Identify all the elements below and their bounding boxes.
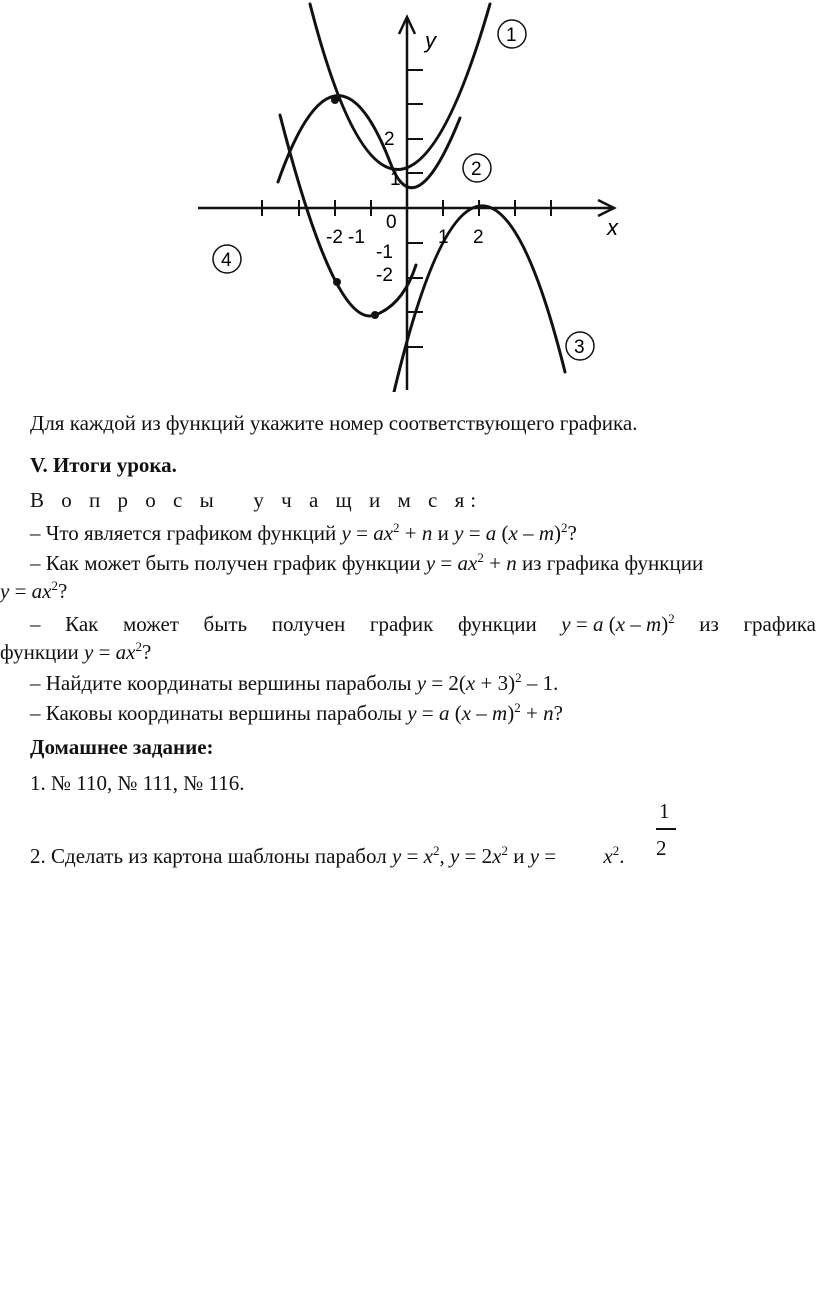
vertex-point [331,96,339,104]
parabola-graphs-figure [190,0,630,392]
question-2-line-1: – Как может быть получен график функции $y = ax^2 + n$ из графика функции [30,550,704,575]
vertex-point [371,311,379,319]
y-tick-label: 1 [390,169,401,190]
question-2-line-2: $y = ax^2$? [0,578,68,603]
question-3-line-1: – Как может быть получен график функции y = a (x – m)$^2$ из графика [30,611,816,636]
question-4: – Найдите координаты вершины параболы $y = 2(x + 3)^2 - 1$. [30,670,559,695]
curve-2 [278,96,460,188]
origin-label: 0 [386,212,397,233]
question-5: – Каковы координаты вершины параболы y = a (x – m)$^2$ + n? [30,700,563,725]
y-tick-label: -1 [376,242,393,263]
x-tick-label: -2 [326,227,343,248]
fraction-denominator: 2 [656,836,667,860]
homework-title: Домашнее задание: [30,735,214,759]
question-3-line-2: функции $y = ax^2$? [0,639,152,664]
section-title: V. Итоги урока. [30,453,177,477]
y-axis [399,17,415,390]
instruction-text: Для каждой из функций укажите номер соответствующего графика. [30,411,638,435]
y-tick-label: 2 [384,129,395,150]
curve-number-label: 4 [221,250,232,271]
fraction-numerator: 1 [659,799,670,823]
y-tick-label: -2 [376,265,393,286]
curve-number-label: 1 [506,25,517,46]
x-tick-label: 1 [438,227,449,248]
curve-number-label: 3 [574,337,585,358]
x-axis-label: x [607,215,618,240]
homework-item-2: 2. Сделать из картона шаблоны парабол $y = x^2$, $y = 2x^2$ и $y = x^2$. [30,843,625,868]
fraction-bar [656,828,676,830]
homework-item-1: 1. № 110, № 111, № 116. [30,771,245,795]
question-1: – Что является графиком функций $y = ax^2 + n$ и y = a (x – m)$^2$? [30,520,577,545]
curve-number-label: 2 [471,159,482,180]
questions-heading: В о п р о с ы у ч а щ и м с я: [30,488,477,512]
x-tick-label: -1 [348,227,365,248]
y-axis-label: y [425,28,436,53]
x-tick-label: 2 [473,227,484,248]
curve-point [333,278,341,286]
curve-1 [310,4,490,170]
